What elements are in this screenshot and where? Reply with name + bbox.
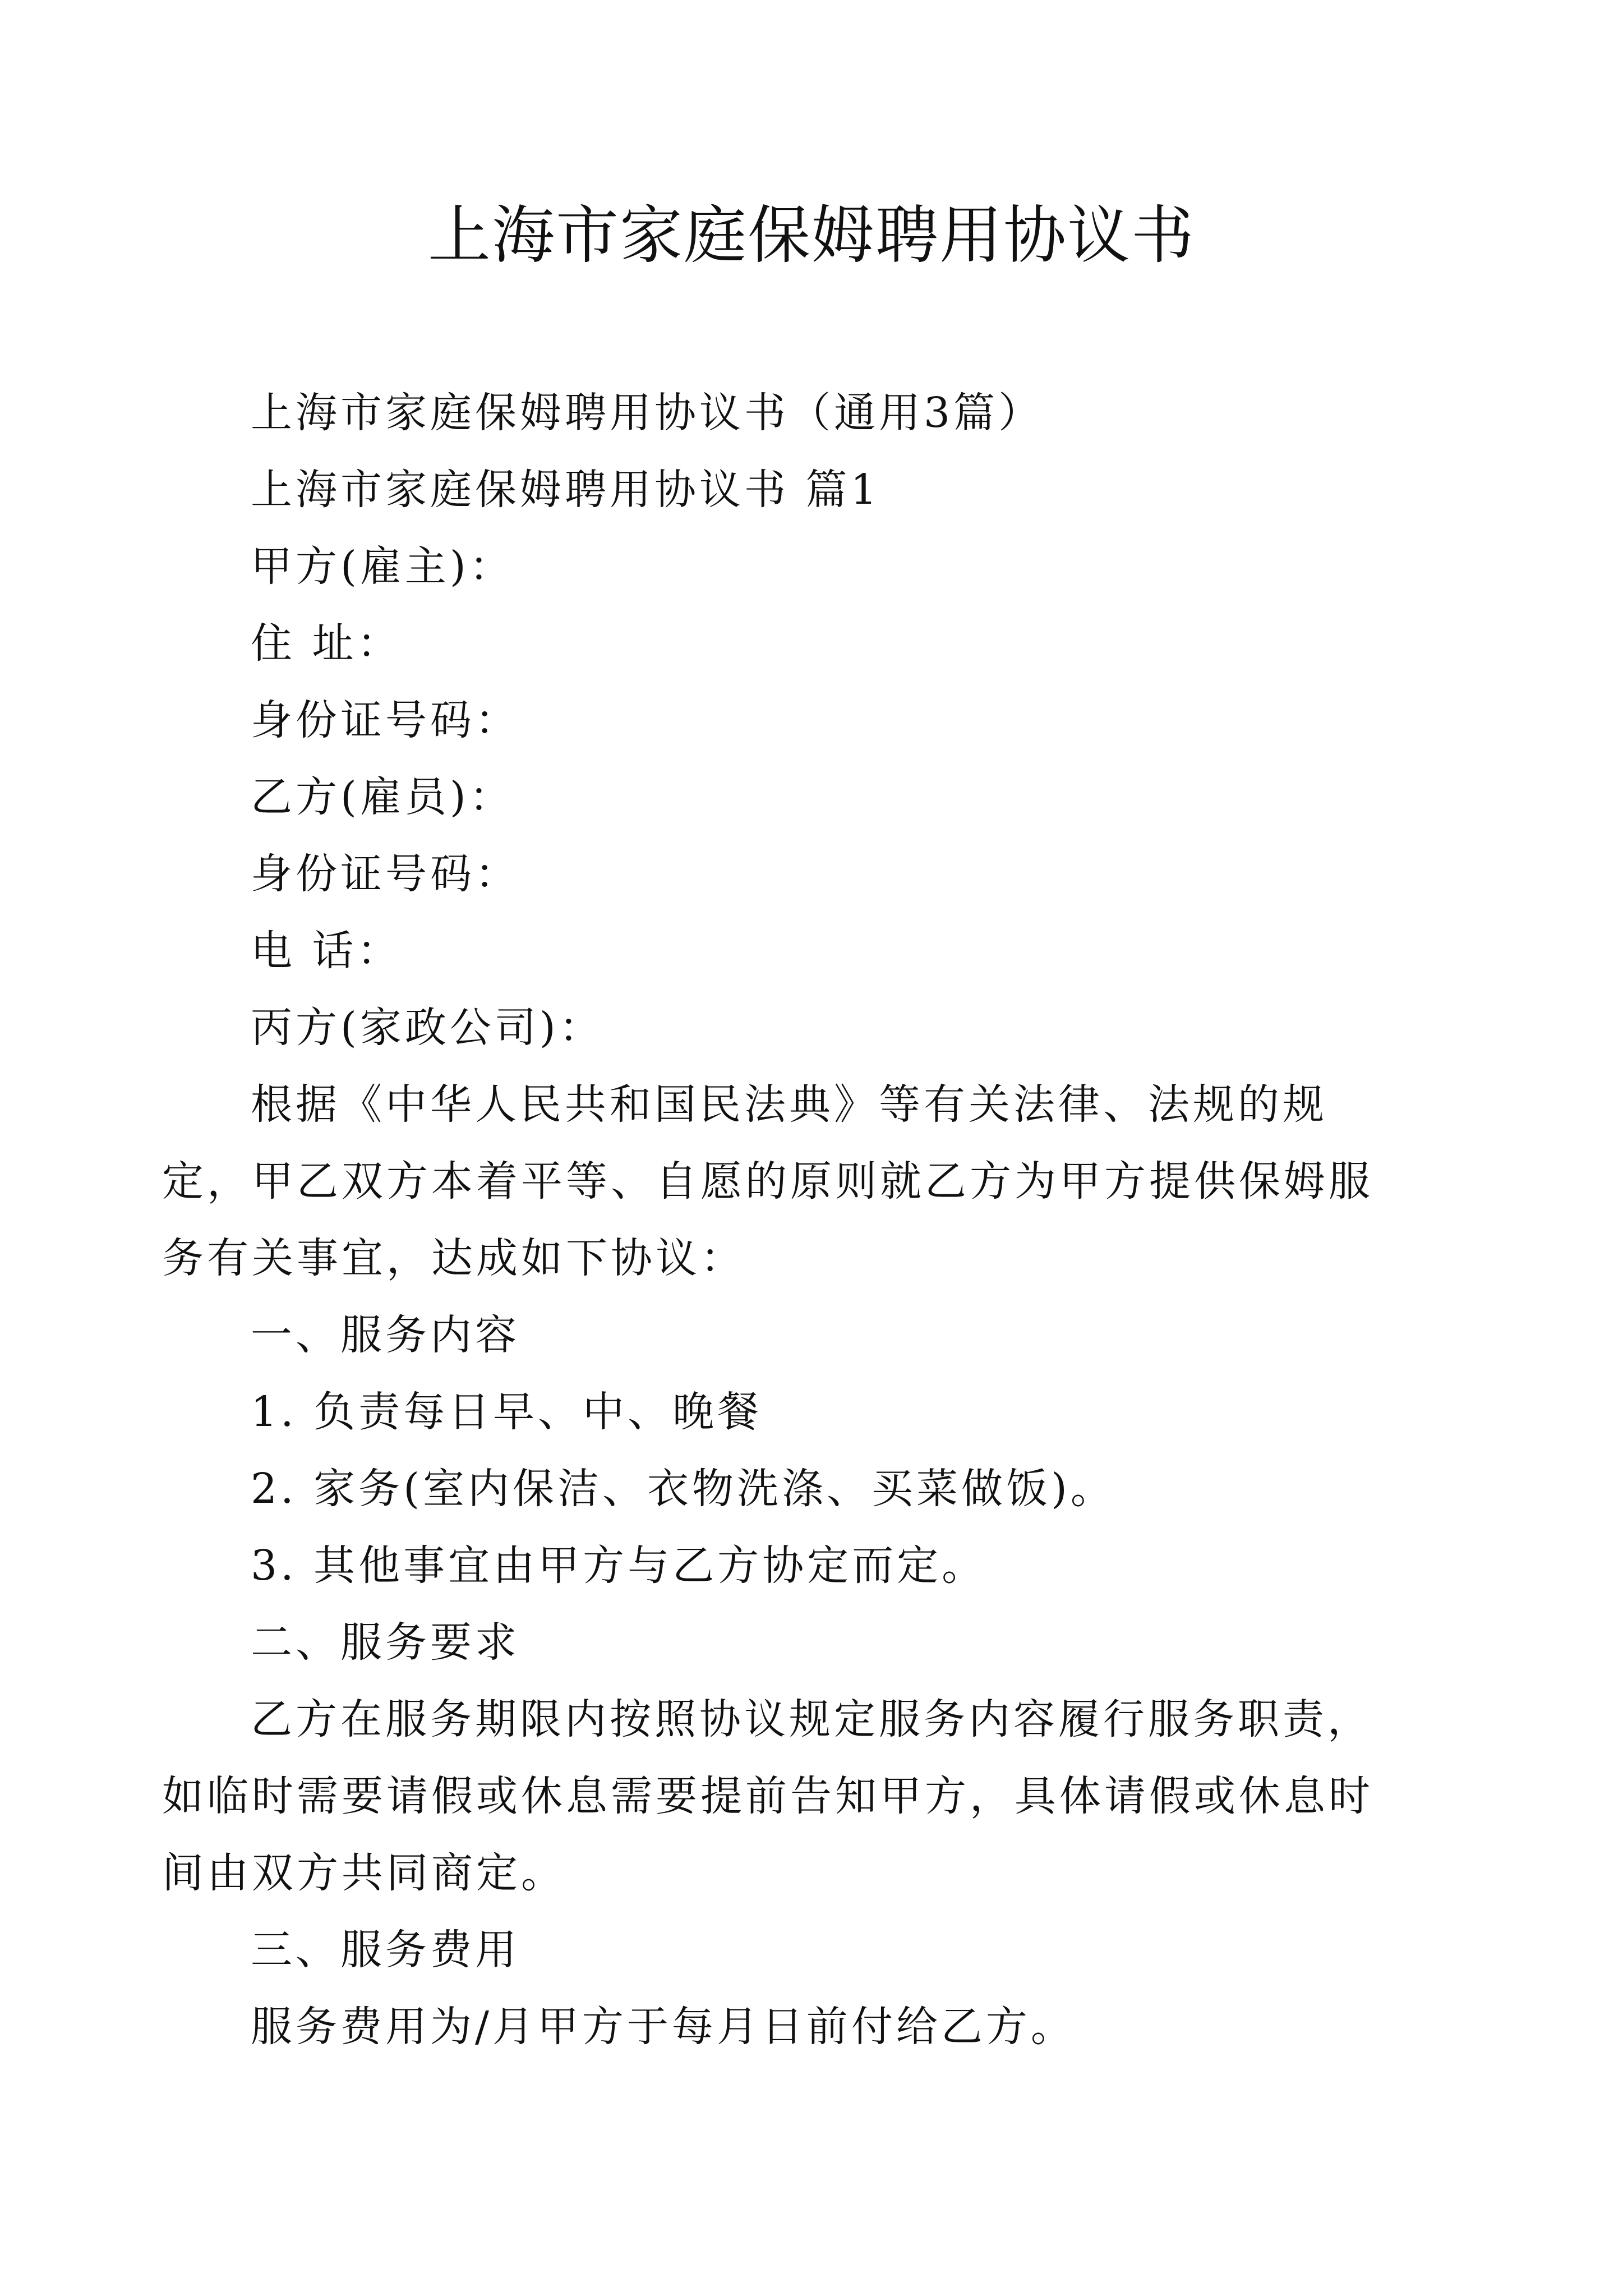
field-phone: 电 话：	[251, 927, 402, 975]
field-party-a: 甲方(雇主)：	[251, 542, 514, 591]
list-item-2: 2. 家务(室内保洁、衣物洗涤、买菜做饭)。	[251, 1465, 1115, 1513]
field-address: 住 址：	[251, 619, 402, 668]
list-item-1: 1. 负责每日早、中、晚餐	[251, 1388, 763, 1436]
document-title: 上海市家庭保姆聘用协议书	[428, 199, 1195, 272]
paragraph-preamble: 根据《中华人民共和国民法典》等有关法律、法规的规定，甲乙双方本着平等、自愿的原则就乙方为甲方提供保姆服务有关事宜，达成如下协议：	[162, 1080, 1373, 1282]
paragraph-fees: 服务费用为/月甲方于每月日前付给乙方。	[251, 2003, 1076, 2051]
paragraph-subtitle: 上海市家庭保姆聘用协议书（通用3篇）	[251, 389, 1044, 437]
field-party-c: 丙方(家政公司)：	[251, 1004, 604, 1052]
heading-service-fees: 三、服务费用	[251, 1926, 520, 1974]
paragraph-requirements: 乙方在服务期限内按照协议规定服务内容履行服务职责，如临时需要请假或休息需要提前告知甲方，具体请假或休息时间由双方共同商定。	[162, 1695, 1373, 1897]
heading-service-content: 一、服务内容	[251, 1311, 520, 1359]
list-item-3: 3. 其他事宜由甲方与乙方协定而定。	[251, 1542, 987, 1590]
heading-service-requirements: 二、服务要求	[251, 1618, 520, 1667]
field-id-number-b: 身份证号码：	[251, 850, 520, 898]
document-body	[162, 375, 1389, 2065]
field-party-b: 乙方(雇员)：	[251, 773, 514, 821]
paragraph-section-heading: 上海市家庭保姆聘用协议书 篇1	[251, 466, 880, 514]
field-id-number-a: 身份证号码：	[251, 696, 520, 744]
